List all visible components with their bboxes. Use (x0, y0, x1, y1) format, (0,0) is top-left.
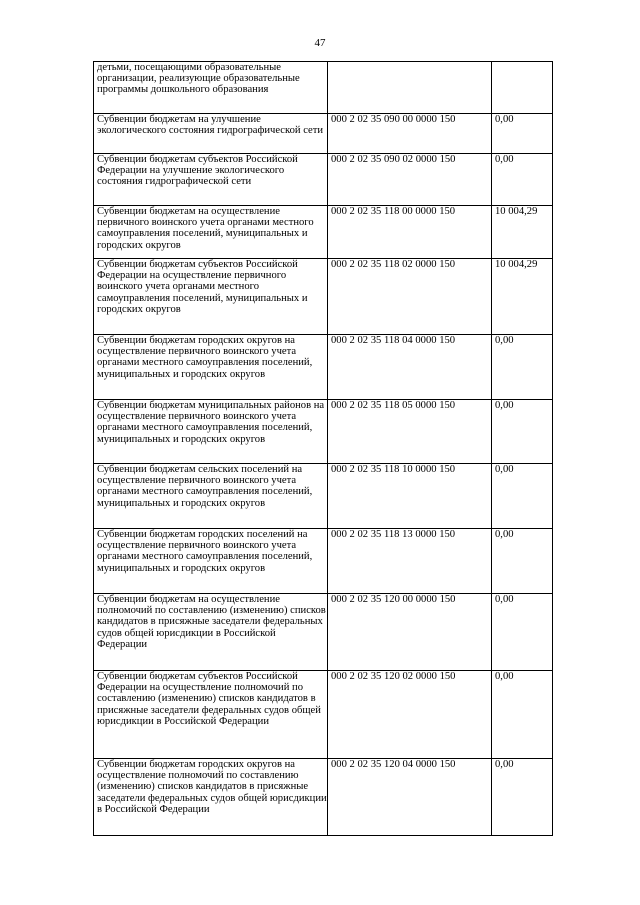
row-code: 000 2 02 35 118 13 0000 150 (328, 529, 492, 594)
table-row (94, 464, 553, 529)
row-code: 000 2 02 35 120 02 0000 150 (328, 671, 492, 759)
row-name: Субвенции бюджетам субъектов Российской Федерации на осуществление первичного воинского учета органами местного самоуправления поселений, муниципальных и городских округов (94, 259, 328, 335)
table-row (94, 400, 553, 464)
row-code: 000 2 02 35 120 00 0000 150 (328, 594, 492, 671)
row-value: 0,00 (492, 759, 553, 836)
row-name: Субвенции бюджетам городских округов на осуществление первичного воинского учета органами местного самоуправления поселений, муниципальных и городских округов (94, 335, 328, 400)
row-name: детьми, посещающими образовательные организации, реализующие образовательные программы дошкольного образования (94, 62, 328, 114)
row-code: 000 2 02 35 120 04 0000 150 (328, 759, 492, 836)
budget-table-body (94, 62, 553, 836)
row-value: 10 004,29 (492, 259, 553, 335)
table-row (94, 594, 553, 671)
row-code: 000 2 02 35 090 02 0000 150 (328, 154, 492, 206)
row-value: 0,00 (492, 464, 553, 529)
row-name: Субвенции бюджетам городских округов на осуществление полномочий по составлению (изменению) списков кандидатов в присяжные заседатели федеральных судов общей юрисдикции в Российской Федерации (94, 759, 328, 836)
row-value: 10 004,29 (492, 206, 553, 259)
row-value: 0,00 (492, 114, 553, 154)
row-name: Субвенции бюджетам на осуществление полномочий по составлению (изменению) списков кандидатов в присяжные заседатели федеральных судов общей юрисдикции в Российской Федерации (94, 594, 328, 671)
row-value: 0,00 (492, 671, 553, 759)
row-code: 000 2 02 35 118 10 0000 150 (328, 464, 492, 529)
row-code: 000 2 02 35 090 00 0000 150 (328, 114, 492, 154)
row-code (328, 62, 492, 114)
table-row (94, 206, 553, 259)
row-name: Субвенции бюджетам субъектов Российской Федерации на улучшение экологического состояния гидрографической сети (94, 154, 328, 206)
row-value: 0,00 (492, 400, 553, 464)
table-row (94, 62, 553, 114)
row-name: Субвенции бюджетам муниципальных районов на осуществление первичного воинского учета органами местного самоуправления поселений, муниципальных и городских округов (94, 400, 328, 464)
row-value: 0,00 (492, 594, 553, 671)
row-code: 000 2 02 35 118 02 0000 150 (328, 259, 492, 335)
table-row (94, 671, 553, 759)
table-row (94, 259, 553, 335)
row-code: 000 2 02 35 118 00 0000 150 (328, 206, 492, 259)
row-name: Субвенции бюджетам сельских поселений на осуществление первичного воинского учета органами местного самоуправления поселений, муниципальных и городских округов (94, 464, 328, 529)
row-name: Субвенции бюджетам на осуществление первичного воинского учета органами местного самоуправления поселений, муниципальных и городских округов (94, 206, 328, 259)
row-name: Субвенции бюджетам городских поселений на осуществление первичного воинского учета органами местного самоуправления поселений, муниципальных и городских округов (94, 529, 328, 594)
table-row (94, 759, 553, 836)
page-number: 47 (314, 37, 326, 49)
row-name: Субвенции бюджетам субъектов Российской Федерации на осуществление полномочий по составлению (изменению) списков кандидатов в присяжные заседатели федеральных судов общей юрисдикции в Российской Федерации (94, 671, 328, 759)
row-value (492, 62, 553, 114)
table-row (94, 335, 553, 400)
budget-table (93, 61, 553, 836)
row-code: 000 2 02 35 118 04 0000 150 (328, 335, 492, 400)
row-code: 000 2 02 35 118 05 0000 150 (328, 400, 492, 464)
table-row (94, 114, 553, 154)
row-value: 0,00 (492, 154, 553, 206)
row-value: 0,00 (492, 335, 553, 400)
row-value: 0,00 (492, 529, 553, 594)
table-row (94, 154, 553, 206)
row-name: Субвенции бюджетам на улучшение экологического состояния гидрографической сети (94, 114, 328, 154)
table-row (94, 529, 553, 594)
